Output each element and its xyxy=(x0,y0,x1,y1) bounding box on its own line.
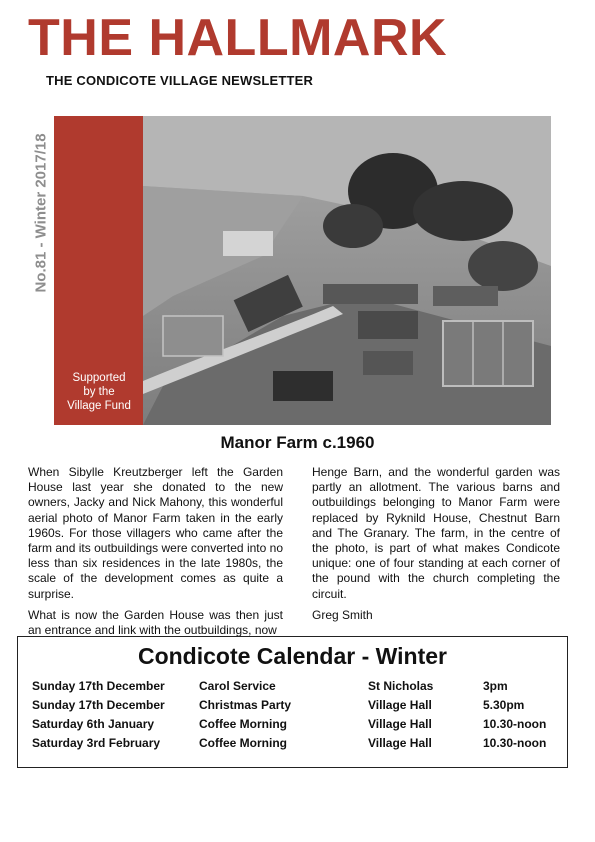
issue-text: No.81 - Winter 2017/18 xyxy=(32,133,50,293)
calendar-date: Sunday 17th December xyxy=(32,679,165,693)
photo-caption: Manor Farm c.1960 xyxy=(220,433,375,452)
calendar-title: Condicote Calendar - Winter xyxy=(137,643,448,669)
article-right-column xyxy=(312,465,560,629)
calendar-event: Coffee Morning xyxy=(199,736,287,750)
calendar-row xyxy=(18,717,567,735)
masthead-title: THE HALLMARK xyxy=(28,9,448,67)
article-paragraph: When Sibylle Kreutzberger left the Garden House last year she donated to the new owners, Jacky and Nick Mahony, this wonderful aerial photo of Manor Farm taken in the early 1960s. For those villagers who came after the farm and its outbuildings were converted into no less than six residences in the late 1980s, the scale of the development comes as quite a surprise. xyxy=(28,465,283,601)
calendar-box xyxy=(17,636,568,768)
calendar-row xyxy=(18,679,567,697)
calendar-row xyxy=(18,736,567,754)
calendar-event: Christmas Party xyxy=(199,698,292,712)
article-paragraph: What is now the Garden House was then just an entrance and link with the outbuildings, now xyxy=(28,607,283,638)
calendar-venue: Village Hall xyxy=(368,698,432,712)
calendar-venue: St Nicholas xyxy=(368,679,434,693)
calendar-time: 10.30-noon xyxy=(483,717,547,731)
calendar-event: Carol Service xyxy=(199,679,276,693)
calendar-time: 5.30pm xyxy=(483,698,525,712)
support-panel xyxy=(54,116,144,425)
calendar-date: Sunday 17th December xyxy=(32,698,165,712)
calendar-row xyxy=(18,698,567,716)
support-text xyxy=(54,371,144,413)
aerial-photo xyxy=(143,116,551,425)
newsletter-subtitle: THE CONDICOTE VILLAGE NEWSLETTER xyxy=(46,73,314,88)
calendar-venue: Village Hall xyxy=(368,736,432,750)
calendar-event: Coffee Morning xyxy=(199,717,287,731)
support-line-2: by the xyxy=(83,386,115,398)
aerial-photo-image xyxy=(143,116,551,425)
support-line-1: Supported xyxy=(72,372,126,384)
calendar-venue: Village Hall xyxy=(368,717,432,731)
issue-label xyxy=(30,117,52,309)
calendar-date: Saturday 3rd February xyxy=(32,736,161,750)
article-author: Greg Smith xyxy=(312,607,373,622)
article-left-column xyxy=(28,465,283,644)
calendar-date: Saturday 6th January xyxy=(32,717,155,731)
calendar-time: 3pm xyxy=(483,679,508,693)
article-paragraph: Henge Barn, and the wonderful garden was partly an allotment. The various barns and outbuildings belonging to Manor Farm were replaced by Ryknild House, Chestnut Barn and The Granary. The farm, in the centre of the photo, is part of what makes Condicote unique: one of four standing at each corner of the pound with the church completing the circuit. xyxy=(312,465,560,601)
calendar-time: 10.30-noon xyxy=(483,736,547,750)
support-line-3: Village Fund xyxy=(67,400,131,412)
